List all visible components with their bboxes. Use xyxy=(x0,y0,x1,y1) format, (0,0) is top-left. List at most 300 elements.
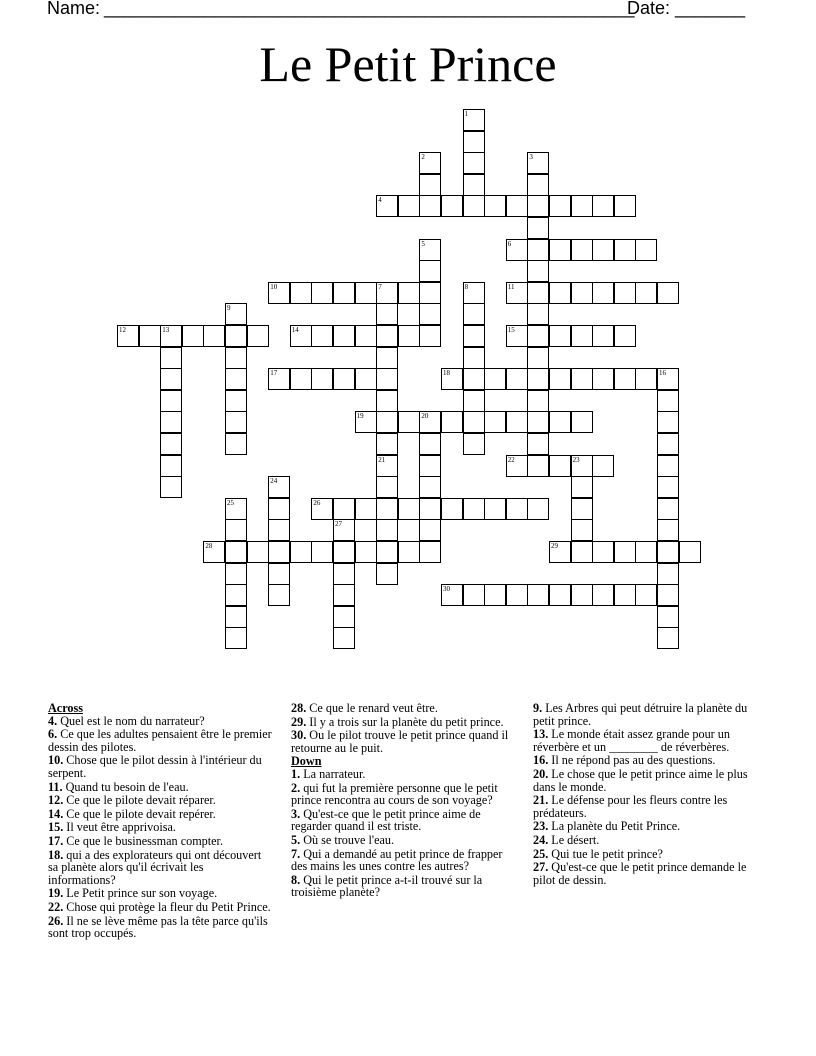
grid-cell[interactable] xyxy=(571,476,593,498)
grid-cell[interactable] xyxy=(527,195,549,217)
clue-number: 17 xyxy=(270,369,278,378)
clue-number: 10 xyxy=(270,282,278,291)
grid-cell[interactable] xyxy=(139,325,161,347)
clue-text: Ou le pilot trouve le petit prince quand il retourne au le puit. xyxy=(291,728,509,755)
grid-cell[interactable] xyxy=(571,455,593,477)
grid-cell[interactable] xyxy=(225,303,247,325)
grid-cell[interactable] xyxy=(398,411,420,433)
clue-num: 25. xyxy=(533,846,549,861)
clue-num: 21. xyxy=(533,793,549,808)
grid-cell[interactable] xyxy=(419,519,441,541)
grid-cell[interactable] xyxy=(376,476,398,498)
grid-cell[interactable] xyxy=(527,455,549,477)
grid-cell[interactable] xyxy=(484,195,506,217)
clue-number: 1 xyxy=(464,110,469,118)
grid-cell[interactable] xyxy=(311,325,333,347)
clue-number: 4 xyxy=(378,196,382,205)
grid-cell[interactable] xyxy=(614,195,636,217)
clue-num: 7. xyxy=(291,846,301,861)
clue-text: Il veut être apprivoisa. xyxy=(63,820,176,835)
grid-cell[interactable] xyxy=(160,411,182,433)
grid-cell[interactable] xyxy=(441,195,463,217)
grid-cell[interactable] xyxy=(463,411,485,433)
across-clue-list-cont xyxy=(291,702,516,754)
grid-cell[interactable] xyxy=(268,282,290,304)
grid-cell[interactable] xyxy=(527,217,549,239)
grid-cell[interactable] xyxy=(419,282,441,304)
grid-cell[interactable] xyxy=(290,541,312,563)
grid-cell[interactable] xyxy=(376,541,398,563)
clue-text: Ce que le businessman compter. xyxy=(63,833,223,848)
grid-cell[interactable] xyxy=(571,411,593,433)
down-heading: Down xyxy=(291,754,322,769)
grid-cell[interactable] xyxy=(635,584,657,606)
clue-text: Le monde était assez grande pour un réverbère et un ________ de réverbères. xyxy=(533,727,730,754)
grid-cell[interactable] xyxy=(203,325,225,347)
grid-cell[interactable] xyxy=(419,433,441,455)
grid-cell[interactable] xyxy=(376,195,398,217)
grid-cell[interactable] xyxy=(506,498,528,520)
grid-cell[interactable] xyxy=(614,541,636,563)
grid-cell[interactable] xyxy=(463,109,485,131)
clue-number: 5 xyxy=(421,239,425,248)
grid-cell[interactable] xyxy=(225,563,247,585)
grid-cell[interactable] xyxy=(333,325,355,347)
grid-cell[interactable] xyxy=(484,368,506,390)
clue-num: 9. xyxy=(533,701,543,715)
grid-cell[interactable] xyxy=(657,563,679,585)
grid-cell[interactable] xyxy=(527,368,549,390)
clue-num: 16. xyxy=(533,753,549,768)
grid-cell[interactable] xyxy=(182,325,204,347)
grid-cell[interactable] xyxy=(225,390,247,412)
grid-cell[interactable] xyxy=(419,325,441,347)
clue-number: 11 xyxy=(507,282,515,291)
clue-item xyxy=(48,728,273,753)
grid-cell[interactable] xyxy=(549,455,571,477)
clue-number: 12 xyxy=(119,326,126,334)
grid-cell[interactable] xyxy=(376,347,398,369)
grid-cell[interactable] xyxy=(506,411,528,433)
grid-cell[interactable] xyxy=(614,239,636,261)
clue-item xyxy=(291,848,516,873)
grid-cell[interactable] xyxy=(355,282,377,304)
grid-cell[interactable] xyxy=(376,325,398,347)
grid-cell[interactable] xyxy=(333,519,355,541)
grid-cell[interactable] xyxy=(419,152,441,174)
grid-cell[interactable] xyxy=(571,195,593,217)
grid-cell[interactable] xyxy=(527,411,549,433)
grid-cell[interactable] xyxy=(506,368,528,390)
grid-cell[interactable] xyxy=(571,519,593,541)
grid-cell[interactable] xyxy=(268,368,290,390)
grid-cell[interactable] xyxy=(657,282,679,304)
grid-cell[interactable] xyxy=(657,433,679,455)
grid-cell[interactable] xyxy=(355,325,377,347)
clue-item xyxy=(291,716,516,729)
grid-cell[interactable] xyxy=(571,325,593,347)
clue-num: 13. xyxy=(533,727,549,742)
grid-cell[interactable] xyxy=(268,498,290,520)
grid-cell[interactable] xyxy=(527,498,549,520)
grid-cell[interactable] xyxy=(160,433,182,455)
clue-item xyxy=(533,834,758,847)
clue-text: Qu'est-ce que le petit prince demande le pilot de dessin. xyxy=(533,860,747,887)
grid-cell[interactable] xyxy=(484,411,506,433)
grid-cell[interactable] xyxy=(527,584,549,606)
clue-number: 2 xyxy=(421,153,425,162)
grid-cell[interactable] xyxy=(355,368,377,390)
clue-text: Le chose que le petit prince aime le plus dans le monde. xyxy=(533,766,748,794)
clue-item xyxy=(533,728,758,753)
grid-cell[interactable] xyxy=(225,368,247,390)
grid-cell[interactable] xyxy=(592,584,614,606)
clue-number: 19 xyxy=(356,412,364,421)
grid-cell[interactable] xyxy=(376,455,398,477)
grid-cell[interactable] xyxy=(419,195,441,217)
grid-cell[interactable] xyxy=(225,347,247,369)
grid-cell[interactable] xyxy=(333,606,355,628)
grid-cell[interactable] xyxy=(614,282,636,304)
grid-cell[interactable] xyxy=(333,563,355,585)
clue-item xyxy=(533,848,758,861)
grid-cell[interactable] xyxy=(355,498,377,520)
grid-cell[interactable] xyxy=(506,455,528,477)
grid-cell[interactable] xyxy=(419,411,441,433)
clue-num: 18. xyxy=(48,847,64,862)
grid-cell[interactable] xyxy=(376,411,398,433)
clue-text: La planète du Petit Prince. xyxy=(548,819,681,834)
grid-cell[interactable] xyxy=(311,282,333,304)
grid-cell[interactable] xyxy=(268,584,290,606)
clue-number: 22 xyxy=(507,455,515,464)
grid-cell[interactable] xyxy=(463,368,485,390)
grid-cell[interactable] xyxy=(463,152,485,174)
name-blank: _____________________________________________________ xyxy=(104,0,635,18)
clue-num: 4. xyxy=(48,713,58,728)
clue-text: qui fut la première personne que le petit prince rencontra au cours de son voyage? xyxy=(291,780,498,808)
grid-cell[interactable] xyxy=(527,174,549,196)
clue-item xyxy=(48,754,273,779)
grid-cell[interactable] xyxy=(268,541,290,563)
grid-cell[interactable] xyxy=(592,325,614,347)
clue-item xyxy=(48,901,273,914)
clue-text: Quand tu besoin de l'eau. xyxy=(62,779,189,794)
grid-cell[interactable] xyxy=(571,541,593,563)
grid-cell[interactable] xyxy=(268,476,290,498)
grid-cell[interactable] xyxy=(614,584,636,606)
grid-cell[interactable] xyxy=(549,541,571,563)
grid-cell[interactable] xyxy=(398,325,420,347)
grid-cell[interactable] xyxy=(160,325,182,347)
grid-cell[interactable] xyxy=(463,433,485,455)
clue-text: Où se trouve l'eau. xyxy=(300,832,395,847)
grid-cell[interactable] xyxy=(355,541,377,563)
grid-cell[interactable] xyxy=(441,411,463,433)
clue-text: Qu'est-ce que le petit prince aime de regarder quand il est triste. xyxy=(291,806,481,834)
grid-cell[interactable] xyxy=(376,282,398,304)
grid-cell[interactable] xyxy=(225,498,247,520)
grid-cell[interactable] xyxy=(463,325,485,347)
clue-text: Il ne répond pas au des questions. xyxy=(548,753,716,768)
grid-cell[interactable] xyxy=(203,541,225,563)
grid-cell[interactable] xyxy=(225,606,247,628)
grid-cell[interactable] xyxy=(657,390,679,412)
grid-cell[interactable] xyxy=(376,368,398,390)
clue-text: Ce que les adultes pensaient être le premier dessin des pilotes. xyxy=(48,727,272,754)
grid-cell[interactable] xyxy=(376,390,398,412)
grid-cell[interactable] xyxy=(247,325,269,347)
grid-cell[interactable] xyxy=(657,606,679,628)
grid-cell[interactable] xyxy=(635,282,657,304)
grid-cell[interactable] xyxy=(463,584,485,606)
clue-num: 28. xyxy=(291,701,307,715)
clue-num: 12. xyxy=(48,793,64,808)
grid-cell[interactable] xyxy=(311,498,333,520)
grid-cell[interactable] xyxy=(657,541,679,563)
grid-cell[interactable] xyxy=(333,541,355,563)
grid-cell[interactable] xyxy=(549,584,571,606)
grid-cell[interactable] xyxy=(419,239,441,261)
clue-item xyxy=(533,702,758,727)
clue-text: Quel est le nom du narrateur? xyxy=(57,713,205,728)
grid-cell[interactable] xyxy=(268,563,290,585)
grid-cell[interactable] xyxy=(398,541,420,563)
grid-cell[interactable] xyxy=(419,260,441,282)
clue-num: 5. xyxy=(291,832,301,847)
clue-number: 29 xyxy=(551,542,558,550)
grid-cell[interactable] xyxy=(419,455,441,477)
clue-num: 14. xyxy=(48,806,64,821)
across-clue-list xyxy=(48,715,273,940)
grid-cell[interactable] xyxy=(160,455,182,477)
grid-cell[interactable] xyxy=(463,303,485,325)
grid-cell[interactable] xyxy=(463,390,485,412)
grid-cell[interactable] xyxy=(376,303,398,325)
grid-cell[interactable] xyxy=(376,563,398,585)
clue-item xyxy=(48,835,273,848)
grid-cell[interactable] xyxy=(506,282,528,304)
clue-item xyxy=(291,834,516,847)
grid-cell[interactable] xyxy=(463,347,485,369)
grid-cell[interactable] xyxy=(225,411,247,433)
grid-cell[interactable] xyxy=(571,239,593,261)
grid-cell[interactable] xyxy=(441,498,463,520)
clue-item xyxy=(48,715,273,728)
clue-num: 20. xyxy=(533,766,549,781)
clue-number: 14 xyxy=(291,326,299,334)
grid-cell[interactable] xyxy=(614,368,636,390)
grid-cell[interactable] xyxy=(398,195,420,217)
grid-cell[interactable] xyxy=(376,433,398,455)
grid-cell[interactable] xyxy=(679,541,701,563)
clue-item xyxy=(48,821,273,834)
grid-cell[interactable] xyxy=(160,347,182,369)
clue-item xyxy=(48,808,273,821)
clue-item xyxy=(533,768,758,793)
grid-cell[interactable] xyxy=(657,584,679,606)
grid-cell[interactable] xyxy=(355,411,377,433)
grid-cell[interactable] xyxy=(333,584,355,606)
grid-cell[interactable] xyxy=(419,174,441,196)
clue-num: 6. xyxy=(48,727,58,742)
grid-cell[interactable] xyxy=(527,260,549,282)
clue-text: Il y a trois sur la planète du petit prince. xyxy=(306,714,504,729)
grid-cell[interactable] xyxy=(549,282,571,304)
grid-cell[interactable] xyxy=(463,131,485,153)
grid-cell[interactable] xyxy=(571,282,593,304)
clue-num: 3. xyxy=(291,806,301,821)
clue-number: 26 xyxy=(313,498,321,507)
grid-cell[interactable] xyxy=(247,541,269,563)
grid-cell[interactable] xyxy=(657,498,679,520)
grid-cell[interactable] xyxy=(527,347,549,369)
grid-cell[interactable] xyxy=(419,476,441,498)
clue-num: 2. xyxy=(291,780,301,795)
grid-cell[interactable] xyxy=(463,195,485,217)
clue-text: Qui a demandé au petit prince de frapper des mains les unes contre les autres? xyxy=(291,846,503,874)
clue-item xyxy=(533,820,758,833)
clue-number: 8 xyxy=(464,282,469,291)
clue-text: Il ne se lève même pas la tête parce qu'ils sont trop occupés. xyxy=(48,913,268,941)
grid-cell[interactable] xyxy=(463,174,485,196)
clue-text: Le Petit prince sur son voyage. xyxy=(63,886,218,901)
grid-cell[interactable] xyxy=(484,584,506,606)
grid-cell[interactable] xyxy=(592,455,614,477)
clue-text: Le défense pour les fleurs contre les prédateurs. xyxy=(533,793,728,820)
grid-cell[interactable] xyxy=(592,239,614,261)
grid-cell[interactable] xyxy=(592,282,614,304)
grid-cell[interactable] xyxy=(506,195,528,217)
grid-cell[interactable] xyxy=(592,541,614,563)
clue-item xyxy=(48,849,273,887)
clue-num: 24. xyxy=(533,832,549,847)
grid-cell[interactable] xyxy=(657,368,679,390)
grid-cell[interactable] xyxy=(441,368,463,390)
grid-cell[interactable] xyxy=(635,541,657,563)
grid-cell[interactable] xyxy=(657,519,679,541)
clue-number: 16 xyxy=(659,369,666,378)
grid-cell[interactable] xyxy=(571,368,593,390)
grid-cell[interactable] xyxy=(376,498,398,520)
grid-cell[interactable] xyxy=(527,239,549,261)
clue-number: 15 xyxy=(507,326,515,334)
grid-cell[interactable] xyxy=(549,325,571,347)
grid-cell[interactable] xyxy=(549,411,571,433)
grid-cell[interactable] xyxy=(527,390,549,412)
grid-cell[interactable] xyxy=(333,498,355,520)
grid-cell[interactable] xyxy=(484,498,506,520)
clue-number: 9 xyxy=(227,304,231,313)
grid-cell[interactable] xyxy=(225,627,247,649)
clue-item xyxy=(291,702,516,715)
grid-cell[interactable] xyxy=(290,325,312,347)
grid-cell[interactable] xyxy=(419,498,441,520)
grid-cell[interactable] xyxy=(527,152,549,174)
grid-cell[interactable] xyxy=(527,433,549,455)
grid-cell[interactable] xyxy=(527,282,549,304)
grid-cell[interactable] xyxy=(160,476,182,498)
clue-text: Le désert. xyxy=(548,832,600,847)
grid-cell[interactable] xyxy=(657,476,679,498)
clue-num: 10. xyxy=(48,753,64,768)
grid-cell[interactable] xyxy=(376,519,398,541)
grid-cell[interactable] xyxy=(506,325,528,347)
grid-cell[interactable] xyxy=(506,239,528,261)
grid-cell[interactable] xyxy=(527,325,549,347)
clue-item xyxy=(291,729,516,754)
grid-cell[interactable] xyxy=(635,239,657,261)
grid-cell[interactable] xyxy=(549,239,571,261)
clue-text: Chose que le pilot dessin à l'intérieur du serpent. xyxy=(48,753,262,780)
grid-cell[interactable] xyxy=(225,584,247,606)
grid-cell[interactable] xyxy=(592,368,614,390)
clues-column-1 xyxy=(48,702,273,941)
grid-cell[interactable] xyxy=(333,368,355,390)
grid-cell[interactable] xyxy=(311,541,333,563)
clue-number: 28 xyxy=(205,542,213,550)
grid-cell[interactable] xyxy=(268,519,290,541)
grid-cell[interactable] xyxy=(592,195,614,217)
clue-num: 19. xyxy=(48,886,64,901)
clue-item xyxy=(533,754,758,767)
down-clue-list-cont xyxy=(533,702,758,886)
grid-cell[interactable] xyxy=(614,325,636,347)
grid-cell[interactable] xyxy=(290,282,312,304)
grid-cell[interactable] xyxy=(290,368,312,390)
grid-cell[interactable] xyxy=(657,411,679,433)
grid-cell[interactable] xyxy=(419,541,441,563)
grid-cell[interactable] xyxy=(398,282,420,304)
grid-cell[interactable] xyxy=(657,455,679,477)
grid-cell[interactable] xyxy=(463,282,485,304)
grid-cell[interactable] xyxy=(506,584,528,606)
clue-number: 6 xyxy=(507,239,512,248)
clue-item xyxy=(48,915,273,940)
grid-cell[interactable] xyxy=(657,627,679,649)
clue-item xyxy=(48,781,273,794)
clue-item xyxy=(291,768,516,781)
grid-cell[interactable] xyxy=(549,368,571,390)
clue-item xyxy=(533,794,758,819)
grid-cell[interactable] xyxy=(571,498,593,520)
grid-cell[interactable] xyxy=(549,195,571,217)
grid-cell[interactable] xyxy=(398,498,420,520)
grid-cell[interactable] xyxy=(311,368,333,390)
grid-cell[interactable] xyxy=(225,541,247,563)
grid-cell[interactable] xyxy=(571,584,593,606)
grid-cell[interactable] xyxy=(527,303,549,325)
clue-number: 18 xyxy=(443,369,450,378)
grid-cell[interactable] xyxy=(225,433,247,455)
grid-cell[interactable] xyxy=(419,303,441,325)
grid-cell[interactable] xyxy=(463,498,485,520)
grid-cell[interactable] xyxy=(225,325,247,347)
grid-cell[interactable] xyxy=(441,584,463,606)
grid-cell[interactable] xyxy=(635,368,657,390)
clue-text: Qui tue le petit prince? xyxy=(548,846,663,861)
grid-cell[interactable] xyxy=(160,368,182,390)
across-heading: Across xyxy=(48,701,83,715)
grid-cell[interactable] xyxy=(333,282,355,304)
clue-text: Ce que le renard veut être. xyxy=(306,701,438,715)
grid-cell[interactable] xyxy=(225,519,247,541)
clue-num: 17. xyxy=(48,833,64,848)
grid-cell[interactable] xyxy=(333,627,355,649)
grid-cell[interactable] xyxy=(160,390,182,412)
grid-cell[interactable] xyxy=(117,325,139,347)
clue-number: 27 xyxy=(335,520,342,529)
